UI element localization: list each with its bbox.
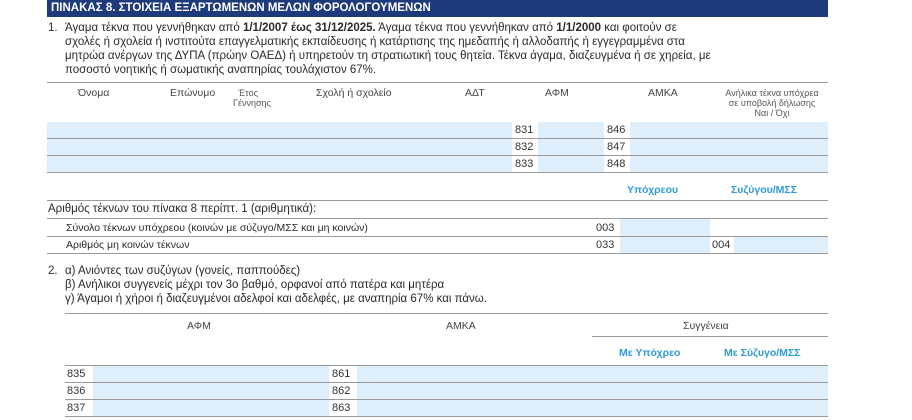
table2-top-line xyxy=(65,313,828,314)
col-amka: ΑΜΚΑ xyxy=(648,87,678,99)
section2-number: 2. xyxy=(48,265,58,277)
section1-line-2: σχολές ή σχολεία ή ινστιτούτα επαγγελματικής εκπαίδευσης ή κατάρτισης της ημεδαπής ή αλλοδαπής ή εγγεγραμμένα στα xyxy=(65,36,685,48)
table-title: ΠΙΝΑΚΑΣ 8. ΣΤΟΙΧΕΙΑ ΕΞΑΡΤΩΜΕΝΩΝ ΜΕΛΩΝ ΦΟΡΟΛΟΓΟΥΜΕΝΩΝ xyxy=(47,0,828,17)
col-sxoli: Σχολή ή σχολείο xyxy=(316,87,392,99)
col2-me-ypoxreo: Με Υπόχρεο xyxy=(619,347,681,359)
section2-line-2: β) Ανήλικοι συγγενείς μέχρι τον 3ο βαθμό, ορφανοί από πατέρα και μητέρα xyxy=(65,279,445,291)
count-top-line xyxy=(47,200,828,201)
row-divider xyxy=(47,236,828,237)
count-input-ypoxreou[interactable] xyxy=(620,237,710,253)
afm-code: 833 xyxy=(515,158,534,170)
col-syzygou: Συζύγου/ΜΣΣ xyxy=(731,184,797,196)
count-input-ypoxreou[interactable] xyxy=(620,219,710,236)
col-anilika: Ανήλικα τέκνα υπόχρεα σε υποβολή δήλωσης Ναι / Όχι xyxy=(725,88,819,118)
table1-row[interactable] xyxy=(47,139,828,155)
row-divider xyxy=(512,155,538,156)
count-input-syzygou[interactable] xyxy=(734,237,828,253)
col-etos: Έτος Γέννησης xyxy=(233,88,271,108)
count-code: 033 xyxy=(596,239,615,251)
count-code: 003 xyxy=(596,222,615,234)
count-row-label: Σύνολο τέκνων υπόχρεου (κοινών με σύζυγο/ΜΣΣ και μη κοινών) xyxy=(66,222,368,234)
col2-me-syzygo: Με Σύζυγο/ΜΣΣ xyxy=(724,347,801,359)
afm-input[interactable] xyxy=(93,400,329,416)
row-divider xyxy=(47,172,828,173)
amka-input[interactable] xyxy=(357,383,828,399)
col-adt: ΑΔΤ xyxy=(465,87,485,99)
col2-syggeneia: Συγγένεια xyxy=(683,320,729,332)
col2-amka: ΑΜΚΑ xyxy=(446,320,476,332)
table1-row[interactable] xyxy=(47,122,828,138)
afm-code: 831 xyxy=(515,124,534,136)
afm-code: 835 xyxy=(67,368,86,380)
count-label: Αριθμός τέκνων του πίνακα 8 περίπτ. 1 (αριθμητικά): xyxy=(48,203,317,215)
amka-code: 847 xyxy=(607,141,626,153)
row-divider xyxy=(512,138,538,139)
table1-top-line xyxy=(47,82,828,83)
amka-code: 861 xyxy=(332,368,351,380)
count-code: 004 xyxy=(712,239,731,251)
section2-line-1: α) Ανιόντες των συζύγων (γονείς, παππούδες) xyxy=(65,265,301,277)
afm-input[interactable] xyxy=(93,383,329,399)
col-ypoxreou: Υπόχρεου xyxy=(627,184,679,196)
col-afm: ΑΦΜ xyxy=(545,87,569,99)
row-divider xyxy=(604,155,630,156)
row-divider xyxy=(65,416,828,417)
row-divider xyxy=(47,218,828,219)
section1-line-1: Άγαμα τέκνα που γεννήθηκαν από 1/1/2007 έως 31/12/2025. Άγαμα τέκνα που γεννήθηκαν από 1/1/2000 και φοιτούν σε xyxy=(65,22,677,34)
amka-input[interactable] xyxy=(357,400,828,416)
afm-code: 832 xyxy=(515,141,534,153)
amka-code: 863 xyxy=(332,402,351,414)
section1-number: 1. xyxy=(48,22,58,34)
amka-code: 846 xyxy=(607,124,626,136)
afm-code: 837 xyxy=(67,402,86,414)
afm-code: 836 xyxy=(67,385,86,397)
amka-code: 848 xyxy=(607,158,626,170)
section2-line-3: γ) Άγαμοι ή χήροι ή διαζευγμένοι αδελφοί και αδελφές, με αναπηρία 67% και πάνω. xyxy=(65,293,487,305)
count-row-label: Αριθμός μη κοινών τέκνων xyxy=(66,239,190,251)
row-divider xyxy=(47,253,828,254)
table1-row[interactable] xyxy=(47,156,828,172)
col2-afm: ΑΦΜ xyxy=(187,320,211,332)
amka-code: 862 xyxy=(332,385,351,397)
col-eponymo: Επώνυμο xyxy=(170,87,216,99)
afm-input[interactable] xyxy=(93,366,329,382)
row-divider xyxy=(604,138,630,139)
section1-line-3: μητρώα ανέργων της ΔΥΠΑ (πρώην ΟΑΕΔ) ή υπηρετούν τη στρατιωτική τους θητεία. Τέκνα άγαμα, διαζευγμένα ή σε χηρεία, με xyxy=(65,50,711,62)
syggeneia-underline xyxy=(592,336,828,337)
col-onoma: Όνομα xyxy=(78,87,110,99)
section1-line-4: ποσοστό νοητικής ή σωματικής αναπηρίας τουλάχιστον 67%. xyxy=(65,64,377,76)
amka-input[interactable] xyxy=(357,366,828,382)
